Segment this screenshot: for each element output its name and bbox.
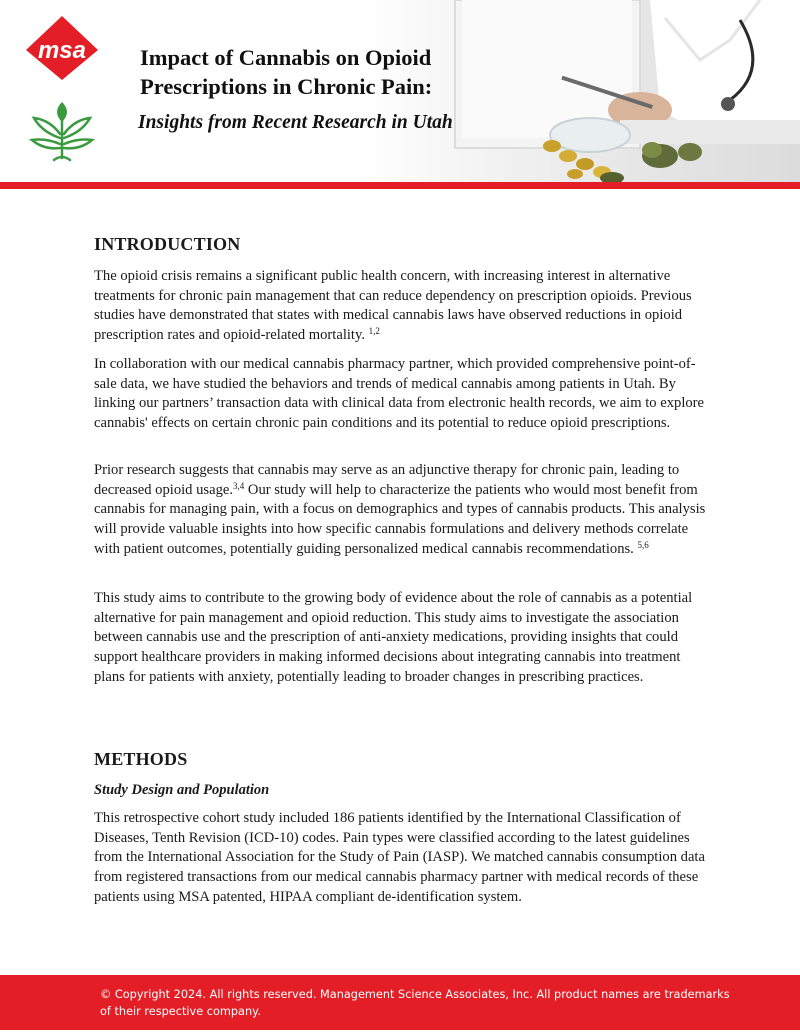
intro-paragraph-3-text-b: Our study will help to characterize the patients who would most benefit from cannabis for managing pain, with a focus on demographics and types of cannabis products. This analysis will provide valuable insights into how specific cannabis formulations and delivery methods correlate with patient outcomes, potentially guiding personalized medical cannabis recommendations. — [94, 481, 706, 557]
introduction-heading: INTRODUCTION — [94, 234, 241, 254]
leaf-logo-icon — [24, 98, 100, 166]
copyright-text: © Copyright 2024. All rights reserved. Management Science Associates, Inc. All product names are trademarks of their respective company. — [100, 988, 730, 1018]
intro-paragraph-3-text-a: Prior research suggests that cannabis may serve as an adjunctive therapy for chronic pain, leading to decreased opioid usage. — [94, 462, 680, 498]
intro-paragraph-1 — [94, 267, 714, 346]
title-line-2: Prescriptions in Chronic Pain: — [140, 74, 433, 99]
intro-paragraph-3 — [94, 461, 714, 560]
msa-logo — [24, 14, 100, 82]
intro-paragraph-2: In collaboration with our medical cannabis pharmacy partner, which provided comprehensive point-of-sale data, we have studied the behaviors and trends of medical cannabis among patients in Utah. By linking our partners’ transaction data with clinical data from electronic health records, we aim to explore cannabis' effects on certain chronic pain conditions and its potential to reduce opioid prescriptions. — [94, 356, 705, 432]
page-header — [0, 0, 800, 183]
study-design-subheading: Study Design and Population — [94, 782, 270, 798]
msa-logo-text: msa — [37, 37, 87, 64]
page-subtitle: Insights from Recent Research in Utah — [138, 112, 453, 133]
methods-paragraph-1: This retrospective cohort study included 186 patients identified by the International Classification of Diseases, Tenth Revision (ICD-10) codes. Pain types were classified according to the latest guidelines from the International Association for the Study of Pain (IASP). We matched cannabis consumption data from registered transactions from our medical cannabis pharmacy partner with medical records of these patients using MSA patented, HIPAA compliant de-identification system. — [94, 810, 705, 905]
methods-heading: METHODS — [94, 749, 188, 769]
intro-paragraph-1-text: The opioid crisis remains a significant public health concern, with increasing interest in alternative treatments for chronic pain management that can reduce dependency on prescription opioids. Previous studies have demonstrated that states with medical cannabis laws have observed reductions in opioid prescription rates and opioid-related mortality. — [94, 268, 692, 344]
page-title — [140, 43, 520, 101]
citation-3-4: 3,4 — [233, 480, 245, 491]
page-footer — [0, 975, 800, 1030]
title-line-1: Impact of Cannabis on Opioid — [140, 45, 432, 70]
header-divider — [0, 182, 800, 189]
citation-5-6: 5,6 — [637, 539, 649, 550]
citation-1-2: 1,2 — [368, 326, 380, 337]
intro-paragraph-4: This study aims to contribute to the growing body of evidence about the role of cannabis as a potential alternative for pain management and opioid reduction. This study aims to investigate the association between cannabis use and the prescription of anti-anxiety medications, providing insights that could support healthcare providers in making informed decisions about integrating cannabis into treatment plans for patients with anxiety, potentially leading to broader changes in prescribing practices. — [94, 590, 693, 685]
